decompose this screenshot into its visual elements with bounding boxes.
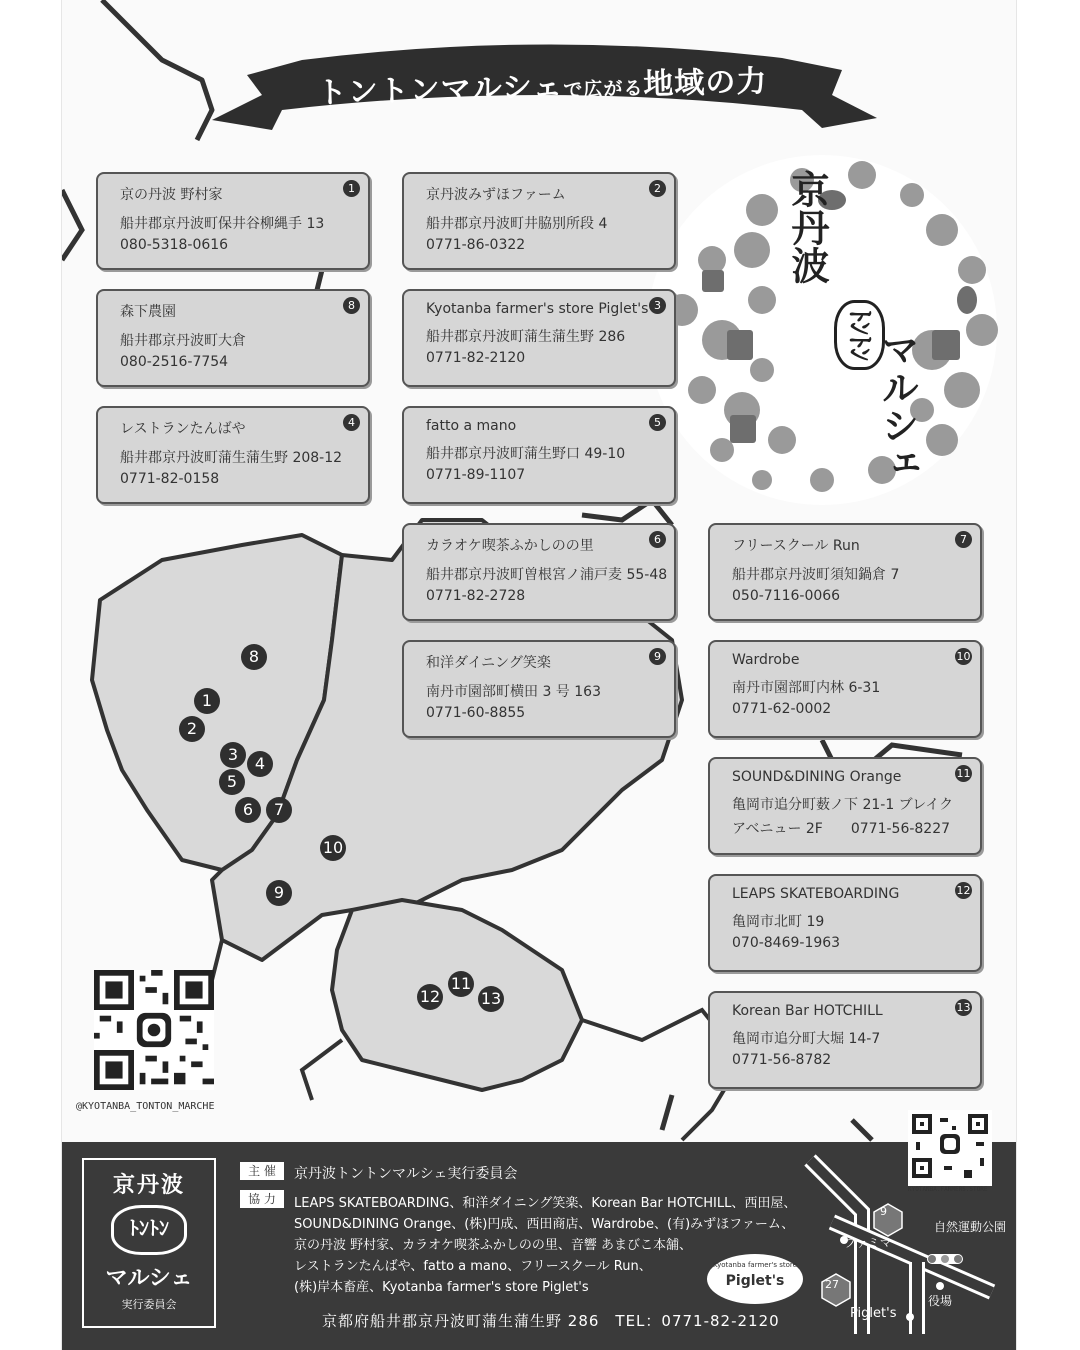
shop-number: 8 bbox=[343, 297, 360, 314]
shop-name: Kyotanba farmer's store Piglet's bbox=[426, 301, 649, 317]
shop-name: カラオケ喫茶ふかしのの里 bbox=[426, 538, 594, 554]
map-pin-11[interactable]: 11 bbox=[448, 971, 474, 997]
support-line-2: SOUND&DINING Orange、(株)円成、西田商店、Wardrobe、(有)みずほファーム、 bbox=[294, 1217, 795, 1232]
map-pin-9[interactable]: 9 bbox=[266, 880, 292, 906]
shop-address: 船井郡京丹波町蒲生蒲生野 286 bbox=[426, 329, 626, 345]
shop-card-3[interactable] bbox=[402, 289, 676, 387]
shop-address: 亀岡市追分町大堀 14-7 bbox=[732, 1031, 881, 1047]
shop-card-6[interactable] bbox=[402, 523, 676, 621]
qr-left-caption: @KYOTANBA_TONTON_MARCHE bbox=[76, 1101, 215, 1112]
shop-number: 10 bbox=[956, 650, 971, 663]
logo-circle-line2: マルシェ bbox=[875, 330, 919, 482]
shop-name: LEAPS SKATEBOARDING bbox=[732, 886, 900, 902]
shop-tel: アベニュー 2F 0771-56-8227 bbox=[732, 821, 951, 837]
logo-mark: ﾄﾝﾄﾝ bbox=[111, 1205, 187, 1255]
piglets-location-label: Piglet's bbox=[850, 1306, 897, 1321]
piglets-logo bbox=[707, 1254, 803, 1304]
shop-name: 京丹波みずほファーム bbox=[426, 187, 566, 203]
shop-address: 船井郡京丹波町井脇別所段 4 bbox=[426, 216, 608, 232]
shop-card-4[interactable] bbox=[96, 406, 370, 504]
map-pin-5[interactable]: 5 bbox=[219, 769, 245, 795]
shop-address: 亀岡市北町 19 bbox=[732, 914, 825, 930]
shop-tel: 0771-89-1107 bbox=[426, 467, 526, 483]
shop-name: フリースクール Run bbox=[732, 538, 860, 554]
logo-line3: 実行委員会 bbox=[121, 1298, 177, 1311]
flyer-sheet bbox=[62, 0, 1016, 1350]
shop-tel: 080-5318-0616 bbox=[120, 237, 229, 253]
store-qr-code[interactable] bbox=[908, 1110, 992, 1186]
shop-tel: 0771-60-8855 bbox=[426, 705, 526, 721]
map-pin-6[interactable]: 6 bbox=[235, 797, 261, 823]
shop-tel: 0771-86-0322 bbox=[426, 237, 526, 253]
shop-card-10[interactable] bbox=[708, 640, 982, 738]
shop-tel: 0771-62-0002 bbox=[732, 701, 832, 717]
map-pin-1[interactable]: 1 bbox=[194, 688, 220, 714]
banner-main2: 地域の力 bbox=[642, 64, 768, 103]
shop-number: 11 bbox=[956, 767, 971, 780]
shop-card-13[interactable] bbox=[708, 991, 982, 1089]
shop-number: 1 bbox=[343, 180, 360, 197]
shop-tel: 070-8469-1963 bbox=[732, 935, 841, 951]
map-pin-8[interactable]: 8 bbox=[241, 644, 267, 670]
qr-right-caption: KYOTANBA.FARMERS.STORE bbox=[908, 1186, 988, 1193]
shop-card-1[interactable] bbox=[96, 172, 370, 270]
logo-circle-line1: 京丹波 bbox=[785, 170, 829, 284]
shop-name: 森下農園 bbox=[120, 304, 176, 320]
shop-number: 5 bbox=[649, 414, 666, 431]
map-pin-10[interactable]: 10 bbox=[320, 835, 346, 861]
shop-tel: 0771-82-0158 bbox=[120, 471, 220, 487]
shop-address: 船井郡京丹波町須知鍋倉 7 bbox=[732, 567, 900, 583]
shop-name: fatto a mano bbox=[426, 418, 517, 434]
logo-line1: 京丹波 bbox=[112, 1173, 185, 1198]
footer-panel bbox=[62, 1142, 1016, 1350]
map-pin-13[interactable]: 13 bbox=[478, 986, 504, 1012]
piglets-logo-text: Piglet's bbox=[725, 1273, 785, 1289]
shop-card-5[interactable] bbox=[402, 406, 676, 504]
shop-card-2[interactable] bbox=[402, 172, 676, 270]
organizer-tag: 主 催 bbox=[240, 1162, 284, 1180]
banner-main: トントンマルシェ bbox=[316, 69, 564, 111]
banner-sub: で広がる bbox=[563, 77, 644, 102]
map-pin-7[interactable]: 7 bbox=[266, 797, 292, 823]
park-label: 自然運動公園 bbox=[934, 1220, 1007, 1234]
organizer-text: 京丹波トントンマルシェ実行委員会 bbox=[294, 1166, 518, 1182]
shop-number: 4 bbox=[343, 414, 360, 431]
shop-number: 7 bbox=[955, 531, 972, 548]
shop-number: 2 bbox=[649, 180, 666, 197]
shop-number: 3 bbox=[649, 297, 666, 314]
logo-line2: マルシェ bbox=[105, 1266, 193, 1291]
shop-address: 船井郡京丹波町大倉 bbox=[120, 333, 246, 349]
map-pin-2[interactable]: 2 bbox=[179, 716, 205, 742]
map-pin-3[interactable]: 3 bbox=[220, 742, 246, 768]
piglets-logo-arc: Kyotanba farmer's store bbox=[713, 1261, 797, 1269]
shop-card-12[interactable] bbox=[708, 874, 982, 972]
shop-number: 6 bbox=[649, 531, 666, 548]
famima-label: ファミマ bbox=[844, 1236, 892, 1250]
shop-card-9[interactable] bbox=[402, 640, 676, 738]
shop-card-11[interactable] bbox=[708, 757, 982, 855]
shop-card-8[interactable] bbox=[96, 289, 370, 387]
shop-number: 12 bbox=[956, 884, 971, 897]
route-9-label: 9 bbox=[880, 1205, 887, 1218]
map-pin-4[interactable]: 4 bbox=[247, 751, 273, 777]
logo-circle-mark: ﾄﾝﾄﾝ bbox=[834, 300, 885, 370]
shop-card-7[interactable] bbox=[708, 523, 982, 621]
support-line-4: レストランたんばや、fatto a mano、フリースクール Run、 bbox=[294, 1259, 652, 1274]
support-line-3: 京の丹波 野村家、カラオケ喫茶ふかしのの里、音響 あまびこ本舗、 bbox=[294, 1238, 693, 1253]
support-tag: 協 力 bbox=[240, 1190, 284, 1208]
shop-tel: 0771-82-2120 bbox=[426, 350, 526, 366]
shop-name: レストランたんばや bbox=[120, 421, 246, 437]
shop-number: 9 bbox=[649, 648, 666, 665]
shop-name: Wardrobe bbox=[732, 652, 800, 668]
shop-tel: 0771-56-8782 bbox=[732, 1052, 832, 1068]
shop-address: 船井郡京丹波町曽根宮ノ浦戸麦 55-48 bbox=[426, 567, 668, 583]
shop-number: 13 bbox=[956, 1001, 971, 1014]
shop-name: SOUND&DINING Orange bbox=[732, 769, 902, 785]
shop-tel: 050-7116-0066 bbox=[732, 588, 841, 604]
shop-address: 船井郡京丹波町保井谷柳縄手 13 bbox=[120, 216, 325, 232]
support-line-5: (株)岸本畜産、Kyotanba farmer's store Piglet's bbox=[294, 1280, 589, 1295]
shop-address: 船井郡京丹波町蒲生蒲生野 208-12 bbox=[120, 450, 343, 466]
office-label: 役場 bbox=[928, 1294, 953, 1308]
instagram-qr-code[interactable] bbox=[94, 970, 214, 1090]
shop-tel: 0771-82-2728 bbox=[426, 588, 526, 604]
map-pin-12[interactable]: 12 bbox=[417, 984, 443, 1010]
support-line-1: LEAPS SKATEBOARDING、和洋ダイニング笑楽、Korean Bar HOTCHILL、西田屋、 bbox=[294, 1196, 797, 1211]
shop-address: 南丹市園部町横田 3 号 163 bbox=[426, 684, 601, 700]
route-27-label: 27 bbox=[825, 1278, 839, 1291]
shop-address: 南丹市園部町内林 6-31 bbox=[732, 680, 881, 696]
shop-address: 船井郡京丹波町蒲生野口 49-10 bbox=[426, 446, 626, 462]
committee-logo bbox=[82, 1158, 216, 1328]
shop-name: Korean Bar HOTCHILL bbox=[732, 1003, 883, 1019]
shop-name: 京の丹波 野村家 bbox=[120, 187, 223, 203]
shop-tel: 080-2516-7754 bbox=[120, 354, 229, 370]
shop-name: 和洋ダイニング笑楽 bbox=[426, 655, 551, 671]
shop-address: 亀岡市追分町薮ノ下 21-1 ブレイク bbox=[732, 797, 954, 813]
footer-address: 京都府船井郡京丹波町蒲生蒲生野 286 TEL：0771-82-2120 bbox=[322, 1312, 780, 1330]
